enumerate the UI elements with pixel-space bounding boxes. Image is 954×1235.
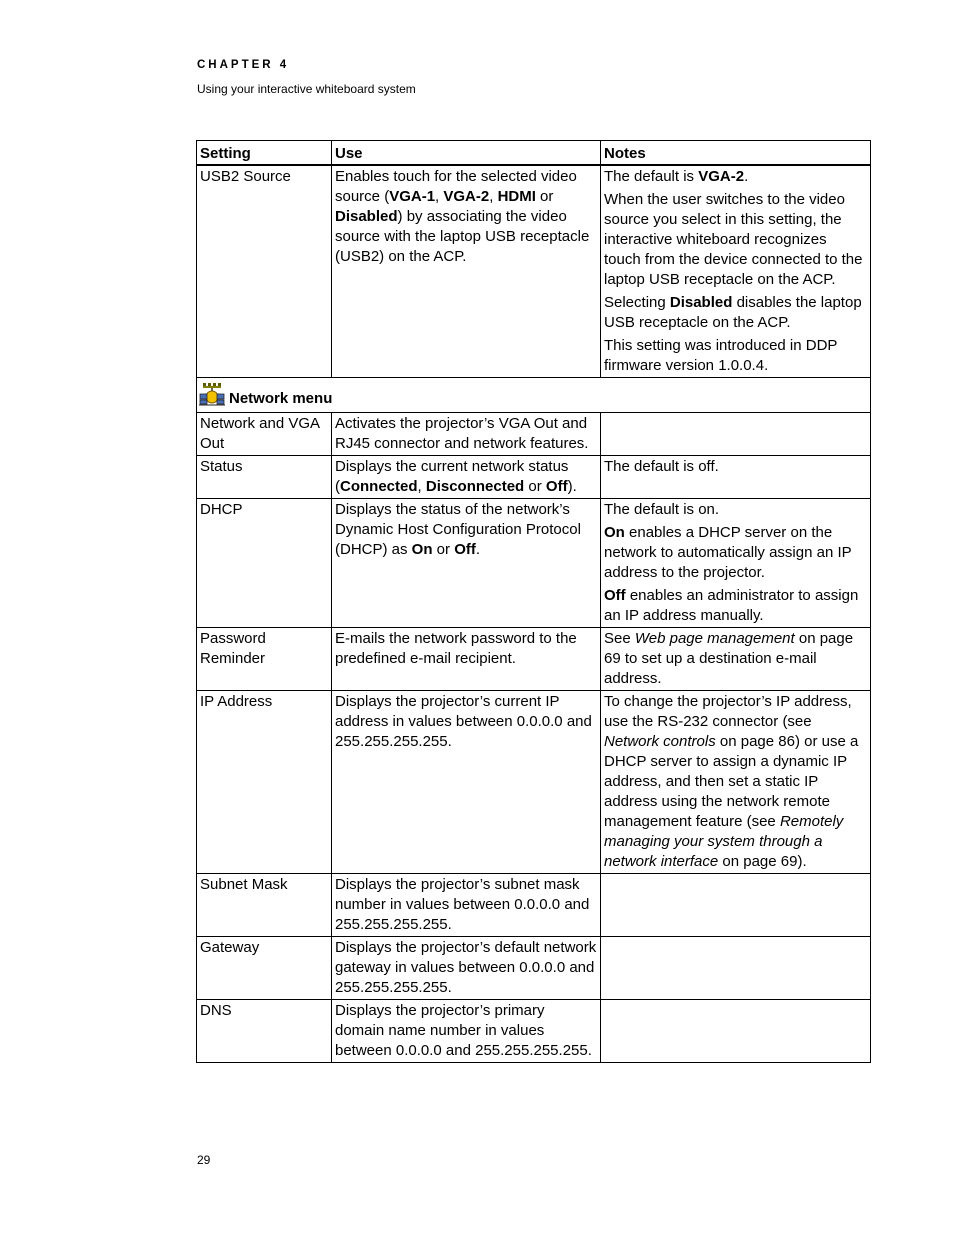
settings-table: [196, 140, 871, 1063]
setting-cell: USB2 Source: [197, 165, 332, 378]
use-cell: Displays the projector’s subnet mask number in values between 0.0.0.0 and 255.255.255.255.: [332, 874, 601, 937]
notes-cell: [601, 1000, 871, 1063]
table-row: [197, 165, 871, 378]
notes-cell: The default is VGA-2. When the user switches to the video source you select in this setting, the interactive whiteboard recognizes touch from the device connected to the laptop USB receptacle on the ACP. Selecting Disabled disables the laptop USB receptacle on the ACP. This setting was introduced in DDP firmware version 1.0.0.4.: [601, 165, 871, 378]
table-row: [197, 499, 871, 628]
network-menu-row: [197, 378, 871, 413]
table-row: [197, 874, 871, 937]
chapter-subtitle: Using your interactive whiteboard system: [197, 82, 416, 96]
table-row: [197, 937, 871, 1000]
notes-cell: [601, 874, 871, 937]
notes-cell: The default is off.: [601, 456, 871, 499]
table-row: [197, 456, 871, 499]
table-row: [197, 413, 871, 456]
use-cell: Enables touch for the selected video source (VGA-1, VGA-2, HDMI or Disabled) by associating the video source with the laptop USB receptacle (USB2) on the ACP.: [332, 165, 601, 378]
table-row: [197, 628, 871, 691]
table-row: [197, 691, 871, 874]
setting-cell: Network and VGA Out: [197, 413, 332, 456]
header-setting: Setting: [197, 141, 332, 166]
setting-cell: DHCP: [197, 499, 332, 628]
setting-cell: IP Address: [197, 691, 332, 874]
chapter-heading: CHAPTER 4: [197, 59, 290, 71]
notes-cell: The default is on. On enables a DHCP server on the network to automatically assign an IP address to the projector. Off enables an administrator to assign an IP address manually.: [601, 499, 871, 628]
notes-cell: To change the projector’s IP address, use the RS-232 connector (see Network controls on page 86) or use a DHCP server to assign a dynamic IP address, and then set a static IP address using the network remote management feature (see Remotely managing your system through a network interface on page 69).: [601, 691, 871, 874]
use-cell: Activates the projector’s VGA Out and RJ45 connector and network features.: [332, 413, 601, 456]
use-cell: Displays the projector’s current IP address in values between 0.0.0.0 and 255.255.255.255.: [332, 691, 601, 874]
setting-cell: Gateway: [197, 937, 332, 1000]
header-use: Use: [332, 141, 601, 166]
cross-reference: Remotely managing your system through a network interface: [604, 813, 844, 870]
cross-reference: Web page management: [634, 630, 799, 647]
use-cell: Displays the projector’s primary domain name number in values between 0.0.0.0 and 255.255.255.255.: [332, 1000, 601, 1063]
network-menu-label: Network menu: [229, 390, 333, 407]
use-cell: Displays the projector’s default network gateway in values between 0.0.0.0 and 255.255.255.255.: [332, 937, 601, 1000]
cross-reference: Network controls: [604, 733, 720, 750]
setting-cell: Password Reminder: [197, 628, 332, 691]
notes-cell: See Web page management on page 69 to set up a destination e-mail address.: [601, 628, 871, 691]
notes-cell: [601, 413, 871, 456]
use-cell: Displays the current network status (Connected, Disconnected or Off).: [332, 456, 601, 499]
setting-cell: Status: [197, 456, 332, 499]
table-row: [197, 1000, 871, 1063]
use-cell: E-mails the network password to the predefined e-mail recipient.: [332, 628, 601, 691]
page-number: 29: [197, 1153, 211, 1167]
notes-cell: [601, 937, 871, 1000]
setting-cell: Subnet Mask: [197, 874, 332, 937]
table-header-row: [197, 141, 871, 166]
setting-cell: DNS: [197, 1000, 332, 1063]
use-cell: Displays the status of the network’s Dynamic Host Configuration Protocol (DHCP) as On or Off.: [332, 499, 601, 628]
header-notes: Notes: [601, 141, 871, 166]
network-icon: [199, 382, 225, 406]
